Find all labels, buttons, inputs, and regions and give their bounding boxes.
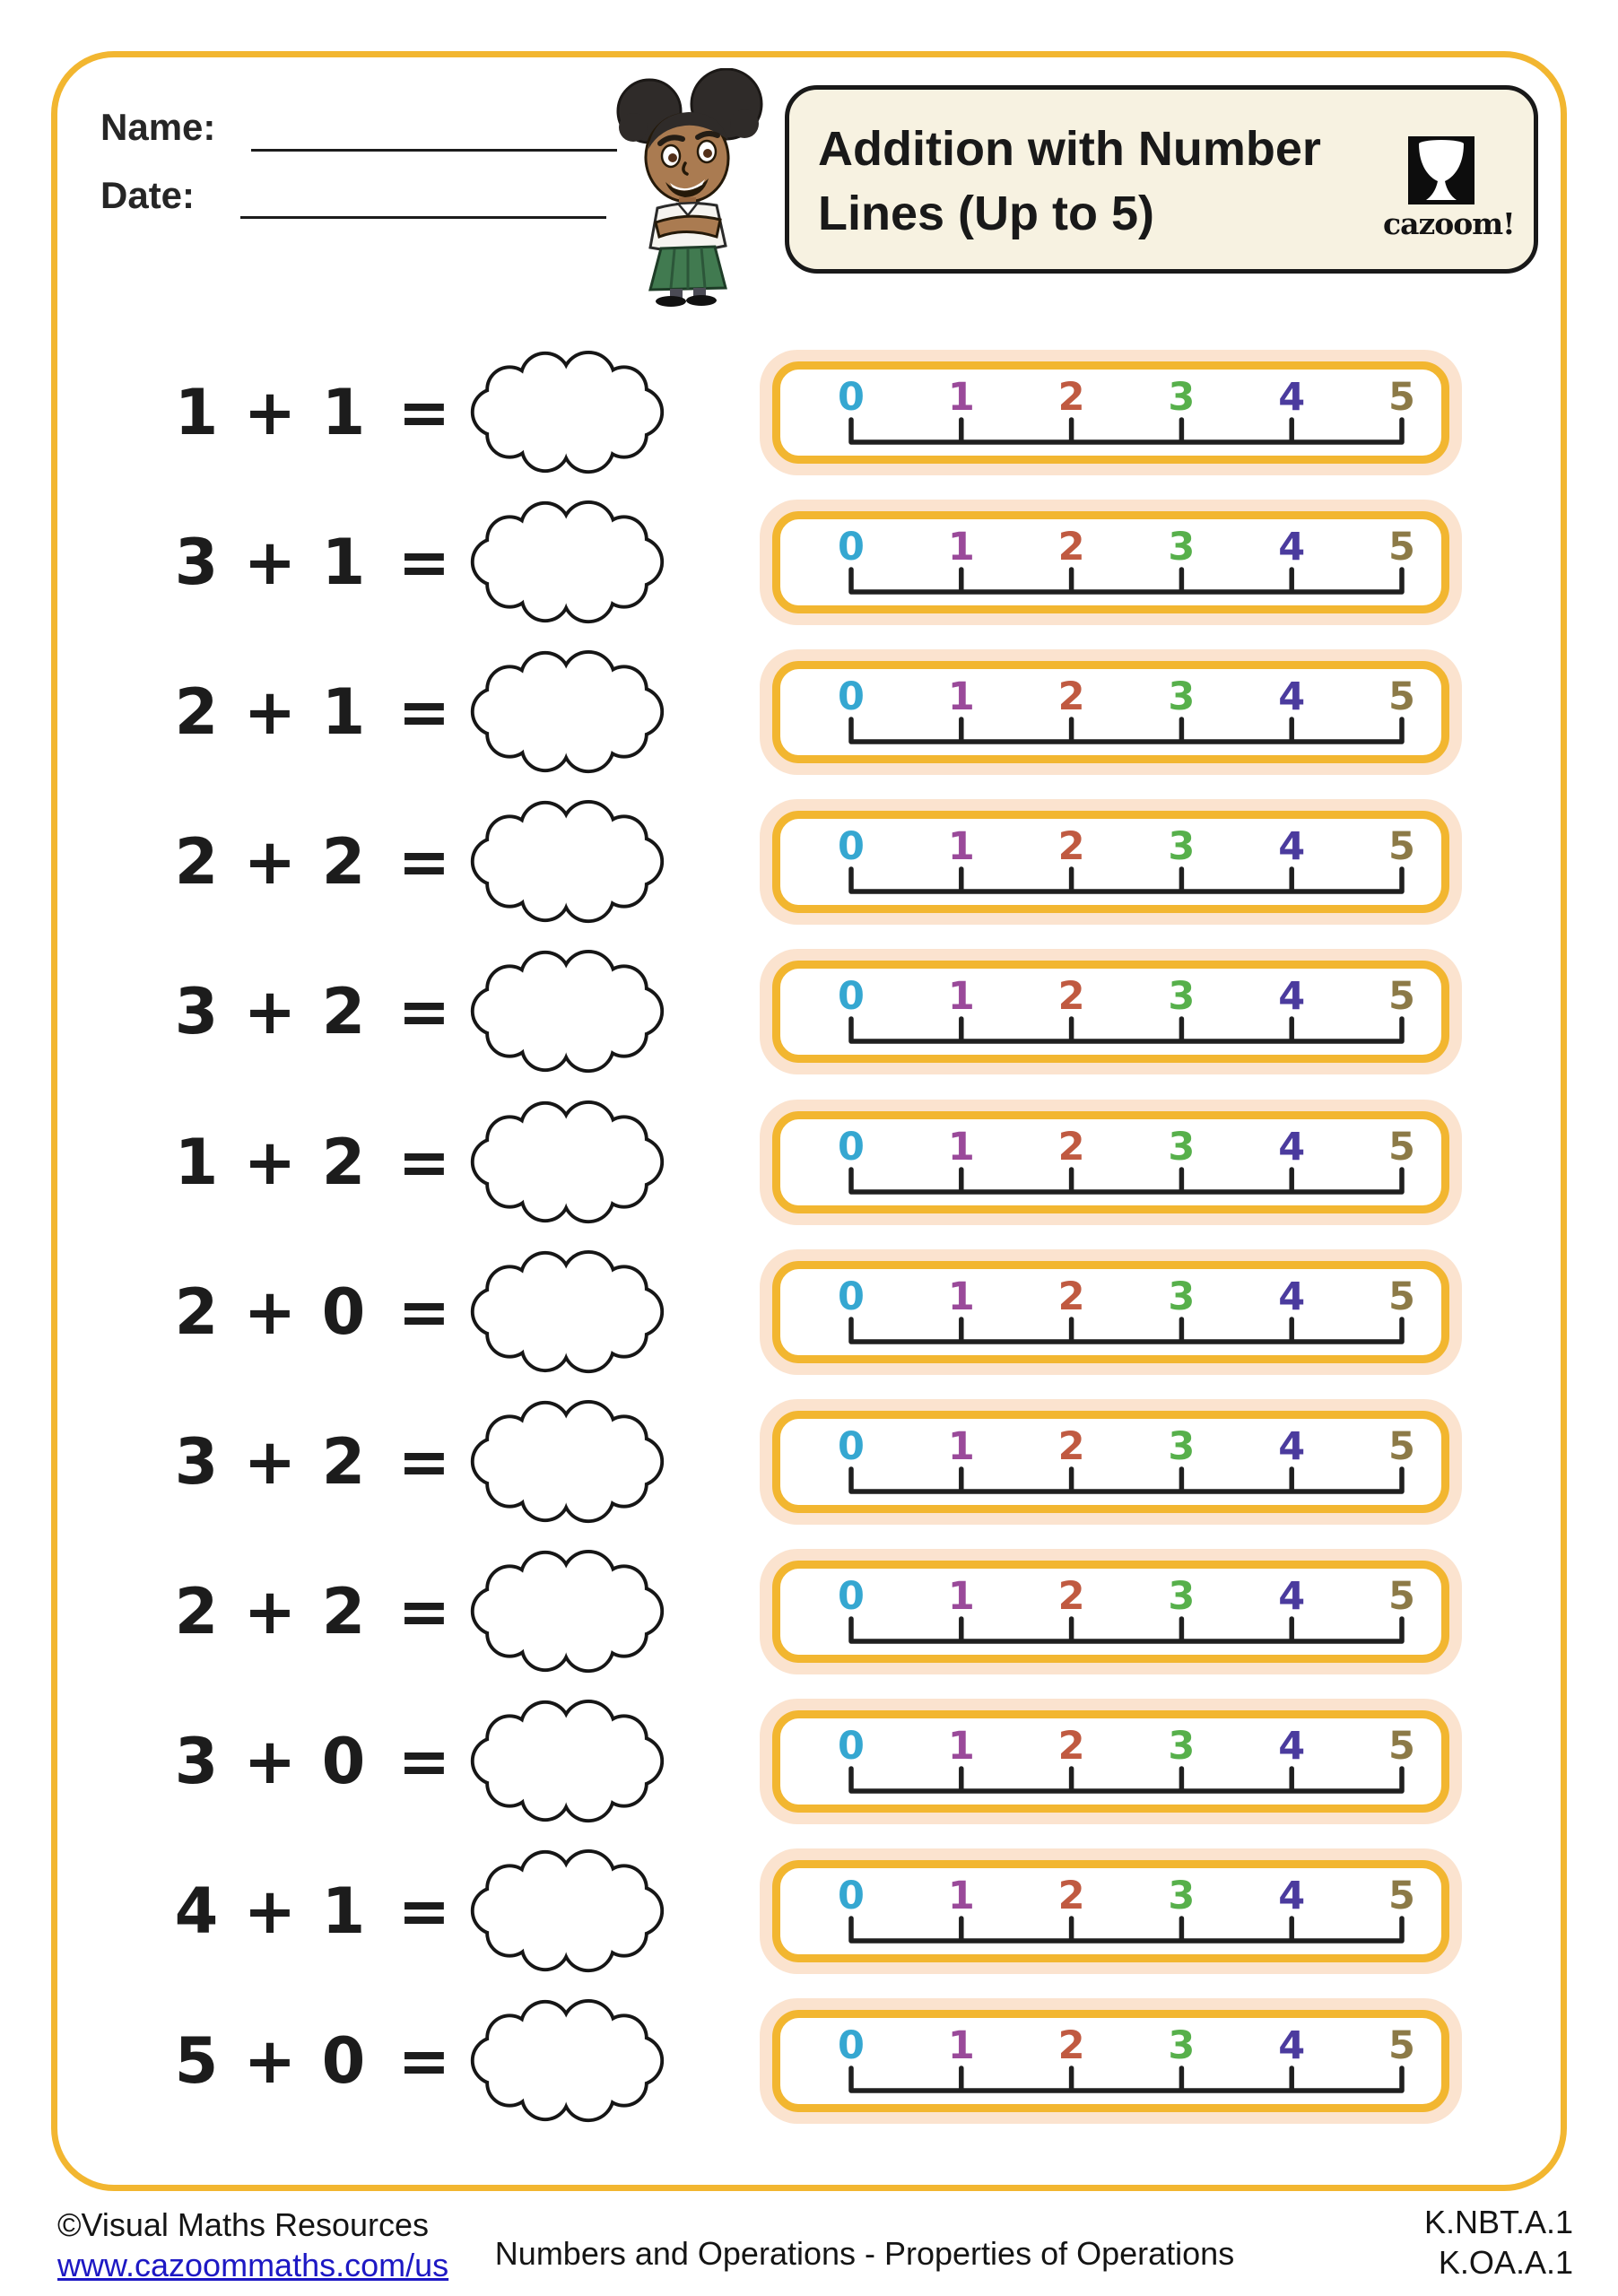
answer-cloud[interactable] bbox=[465, 949, 669, 1074]
numberline-label: 2 bbox=[1057, 1574, 1085, 1619]
number-line bbox=[760, 1549, 1462, 1674]
number-line bbox=[760, 1998, 1462, 2124]
numberline-label: 3 bbox=[1168, 1274, 1196, 1319]
addend-1: 2 bbox=[174, 825, 219, 899]
numberline-label: 5 bbox=[1388, 1574, 1415, 1619]
number-line bbox=[760, 350, 1462, 475]
numberline-label: 5 bbox=[1388, 525, 1415, 570]
numberline-label: 4 bbox=[1278, 1125, 1306, 1170]
numberline-label: 0 bbox=[838, 824, 865, 869]
numberline-label: 1 bbox=[947, 1874, 975, 1918]
plus-sign: + bbox=[243, 2024, 297, 2098]
numberline-label: 1 bbox=[947, 824, 975, 869]
number-line bbox=[760, 1699, 1462, 1824]
equation bbox=[160, 1399, 461, 1525]
equals-sign: = bbox=[397, 1425, 451, 1499]
plus-sign: + bbox=[243, 1575, 297, 1648]
problem-row bbox=[0, 1249, 1618, 1375]
number-line bbox=[760, 649, 1462, 775]
numberline-label: 2 bbox=[1057, 824, 1085, 869]
date-input-line[interactable] bbox=[240, 216, 606, 219]
footer-credits bbox=[57, 2205, 448, 2285]
addend-2: 2 bbox=[321, 1575, 366, 1648]
numberline-label: 3 bbox=[1168, 974, 1196, 1019]
equals-sign: = bbox=[397, 1126, 451, 1199]
numberline-label: 5 bbox=[1388, 1874, 1415, 1918]
date-label: Date: bbox=[100, 174, 196, 216]
addend-1: 3 bbox=[174, 1725, 219, 1798]
copyright-text: ©Visual Maths Resources bbox=[57, 2206, 430, 2243]
numberline-label: 3 bbox=[1168, 1724, 1196, 1769]
numberline-label: 1 bbox=[947, 974, 975, 1019]
addend-2: 2 bbox=[321, 825, 366, 899]
numberline-label: 3 bbox=[1168, 525, 1196, 570]
equals-sign: = bbox=[397, 526, 451, 599]
numberline-label: 4 bbox=[1278, 1574, 1306, 1619]
problem-row bbox=[0, 500, 1618, 625]
numberline-label: 2 bbox=[1057, 974, 1085, 1019]
plus-sign: + bbox=[243, 1275, 297, 1349]
addend-1: 3 bbox=[174, 975, 219, 1048]
addend-2: 1 bbox=[321, 675, 366, 749]
numberline-label: 4 bbox=[1278, 1874, 1306, 1918]
numberline-label: 1 bbox=[947, 1274, 975, 1319]
equals-sign: = bbox=[397, 1575, 451, 1648]
numberline-label: 3 bbox=[1168, 2023, 1196, 2068]
equals-sign: = bbox=[397, 2024, 451, 2098]
numberline-label: 1 bbox=[947, 375, 975, 420]
numberline-label: 0 bbox=[838, 2023, 865, 2068]
answer-cloud[interactable] bbox=[465, 350, 669, 475]
answer-cloud[interactable] bbox=[465, 1100, 669, 1225]
numberline-label: 0 bbox=[838, 1424, 865, 1469]
answer-cloud[interactable] bbox=[465, 1399, 669, 1525]
numberline-label: 4 bbox=[1278, 375, 1306, 420]
numberline-label: 4 bbox=[1278, 1274, 1306, 1319]
equals-sign: = bbox=[397, 975, 451, 1048]
standards-codes bbox=[1424, 2202, 1573, 2283]
equation bbox=[160, 649, 461, 775]
worksheet-title bbox=[818, 117, 1392, 246]
numberline-label: 5 bbox=[1388, 1424, 1415, 1469]
numberline-label: 4 bbox=[1278, 674, 1306, 719]
number-line bbox=[760, 500, 1462, 625]
numberline-label: 2 bbox=[1057, 2023, 1085, 2068]
addend-2: 0 bbox=[321, 2024, 366, 2098]
plus-sign: + bbox=[243, 1874, 297, 1948]
number-line bbox=[760, 1249, 1462, 1375]
numberline-label: 5 bbox=[1388, 974, 1415, 1019]
cazoom-logo bbox=[1383, 136, 1515, 241]
name-input-line[interactable] bbox=[251, 149, 617, 152]
equation bbox=[160, 1100, 461, 1225]
title-line-2: Lines (Up to 5) bbox=[818, 187, 1154, 240]
numberline-label: 4 bbox=[1278, 1724, 1306, 1769]
numberline-label: 0 bbox=[838, 525, 865, 570]
drum-icon bbox=[1408, 136, 1474, 204]
addend-1: 2 bbox=[174, 675, 219, 749]
addend-2: 1 bbox=[321, 526, 366, 599]
numberline-label: 0 bbox=[838, 974, 865, 1019]
equation bbox=[160, 1998, 461, 2124]
plus-sign: + bbox=[243, 376, 297, 449]
numberline-label: 5 bbox=[1388, 1274, 1415, 1319]
numberline-label: 3 bbox=[1168, 375, 1196, 420]
problem-row bbox=[0, 1699, 1618, 1824]
plus-sign: + bbox=[243, 526, 297, 599]
numberline-label: 4 bbox=[1278, 1424, 1306, 1469]
numberline-label: 3 bbox=[1168, 824, 1196, 869]
answer-cloud[interactable] bbox=[465, 649, 669, 775]
addend-1: 4 bbox=[174, 1874, 219, 1948]
numberline-label: 2 bbox=[1057, 1724, 1085, 1769]
number-line bbox=[760, 1399, 1462, 1525]
answer-cloud[interactable] bbox=[465, 1699, 669, 1824]
plus-sign: + bbox=[243, 1425, 297, 1499]
plus-sign: + bbox=[243, 1725, 297, 1798]
problem-row bbox=[0, 1399, 1618, 1525]
logo-wordmark: cazoom! bbox=[1383, 206, 1515, 241]
equation bbox=[160, 500, 461, 625]
numberline-label: 4 bbox=[1278, 2023, 1306, 2068]
number-line bbox=[760, 1848, 1462, 1974]
numberline-label: 2 bbox=[1057, 674, 1085, 719]
numberline-label: 2 bbox=[1057, 1274, 1085, 1319]
addend-1: 1 bbox=[174, 376, 219, 449]
problem-row bbox=[0, 949, 1618, 1074]
addend-1: 2 bbox=[174, 1275, 219, 1349]
numberline-label: 2 bbox=[1057, 375, 1085, 420]
equals-sign: = bbox=[397, 1874, 451, 1948]
numberline-label: 1 bbox=[947, 674, 975, 719]
plus-sign: + bbox=[243, 675, 297, 749]
title-line-1: Addition with Number bbox=[818, 122, 1321, 176]
plus-sign: + bbox=[243, 975, 297, 1048]
numberline-label: 5 bbox=[1388, 674, 1415, 719]
name-label: Name: bbox=[100, 106, 216, 148]
equation bbox=[160, 949, 461, 1074]
numberline-label: 3 bbox=[1168, 674, 1196, 719]
numberline-label: 2 bbox=[1057, 1874, 1085, 1918]
equals-sign: = bbox=[397, 825, 451, 899]
plus-sign: + bbox=[243, 1126, 297, 1199]
addend-2: 2 bbox=[321, 1126, 366, 1199]
problem-row bbox=[0, 1998, 1618, 2124]
addend-1: 2 bbox=[174, 1575, 219, 1648]
category-text: Numbers and Operations - Properties of Operations bbox=[494, 2235, 1235, 2272]
equation bbox=[160, 1549, 461, 1674]
equation bbox=[160, 1699, 461, 1824]
numberline-label: 0 bbox=[838, 1724, 865, 1769]
numberline-label: 0 bbox=[838, 375, 865, 420]
addend-2: 1 bbox=[321, 1874, 366, 1948]
schoolgirl-illustration bbox=[615, 68, 766, 307]
numberline-label: 5 bbox=[1388, 824, 1415, 869]
standard-code-2: K.OA.A.1 bbox=[1438, 2244, 1573, 2281]
addend-2: 2 bbox=[321, 975, 366, 1048]
numberline-label: 1 bbox=[947, 2023, 975, 2068]
problem-row bbox=[0, 1549, 1618, 1674]
title-box bbox=[785, 85, 1538, 274]
numberline-label: 0 bbox=[838, 1125, 865, 1170]
problem-row bbox=[0, 649, 1618, 775]
numberline-label: 5 bbox=[1388, 1125, 1415, 1170]
numberline-label: 1 bbox=[947, 1724, 975, 1769]
equals-sign: = bbox=[397, 675, 451, 749]
plus-sign: + bbox=[243, 825, 297, 899]
problem-row bbox=[0, 350, 1618, 475]
answer-cloud[interactable] bbox=[465, 1848, 669, 1974]
numberline-label: 4 bbox=[1278, 974, 1306, 1019]
addend-1: 1 bbox=[174, 1126, 219, 1199]
problem-row bbox=[0, 1848, 1618, 1974]
addend-1: 3 bbox=[174, 526, 219, 599]
equation bbox=[160, 1848, 461, 1974]
number-line bbox=[760, 949, 1462, 1074]
equals-sign: = bbox=[397, 1275, 451, 1349]
numberline-label: 3 bbox=[1168, 1125, 1196, 1170]
numberline-label: 0 bbox=[838, 1274, 865, 1319]
equation bbox=[160, 350, 461, 475]
problem-row bbox=[0, 799, 1618, 925]
addend-2: 0 bbox=[321, 1725, 366, 1798]
numberline-label: 5 bbox=[1388, 1724, 1415, 1769]
numberline-label: 3 bbox=[1168, 1874, 1196, 1918]
answer-cloud[interactable] bbox=[465, 799, 669, 925]
numberline-label: 3 bbox=[1168, 1424, 1196, 1469]
numberline-label: 1 bbox=[947, 1125, 975, 1170]
number-line bbox=[760, 799, 1462, 925]
answer-cloud[interactable] bbox=[465, 1549, 669, 1674]
numberline-label: 4 bbox=[1278, 525, 1306, 570]
numberline-label: 5 bbox=[1388, 2023, 1415, 2068]
equals-sign: = bbox=[397, 376, 451, 449]
number-line bbox=[760, 1100, 1462, 1225]
numberline-label: 1 bbox=[947, 1574, 975, 1619]
numberline-label: 2 bbox=[1057, 1424, 1085, 1469]
numberline-label: 5 bbox=[1388, 375, 1415, 420]
numberline-label: 2 bbox=[1057, 1125, 1085, 1170]
addend-1: 5 bbox=[174, 2024, 219, 2098]
equals-sign: = bbox=[397, 1725, 451, 1798]
addend-2: 0 bbox=[321, 1275, 366, 1349]
answer-cloud[interactable] bbox=[465, 1249, 669, 1375]
standard-code-1: K.NBT.A.1 bbox=[1423, 2204, 1573, 2240]
answer-cloud[interactable] bbox=[465, 1998, 669, 2124]
numberline-label: 2 bbox=[1057, 525, 1085, 570]
addend-2: 2 bbox=[321, 1425, 366, 1499]
numberline-label: 1 bbox=[947, 525, 975, 570]
numberline-label: 0 bbox=[838, 674, 865, 719]
problem-row bbox=[0, 1100, 1618, 1225]
equation bbox=[160, 799, 461, 925]
numberline-label: 1 bbox=[947, 1424, 975, 1469]
addend-2: 1 bbox=[321, 376, 366, 449]
numberline-label: 0 bbox=[838, 1874, 865, 1918]
answer-cloud[interactable] bbox=[465, 500, 669, 625]
numberline-label: 4 bbox=[1278, 824, 1306, 869]
equation bbox=[160, 1249, 461, 1375]
addend-1: 3 bbox=[174, 1425, 219, 1499]
website-link[interactable]: www.cazoommaths.com/us bbox=[57, 2247, 449, 2283]
numberline-label: 3 bbox=[1168, 1574, 1196, 1619]
numberline-label: 0 bbox=[838, 1574, 865, 1619]
